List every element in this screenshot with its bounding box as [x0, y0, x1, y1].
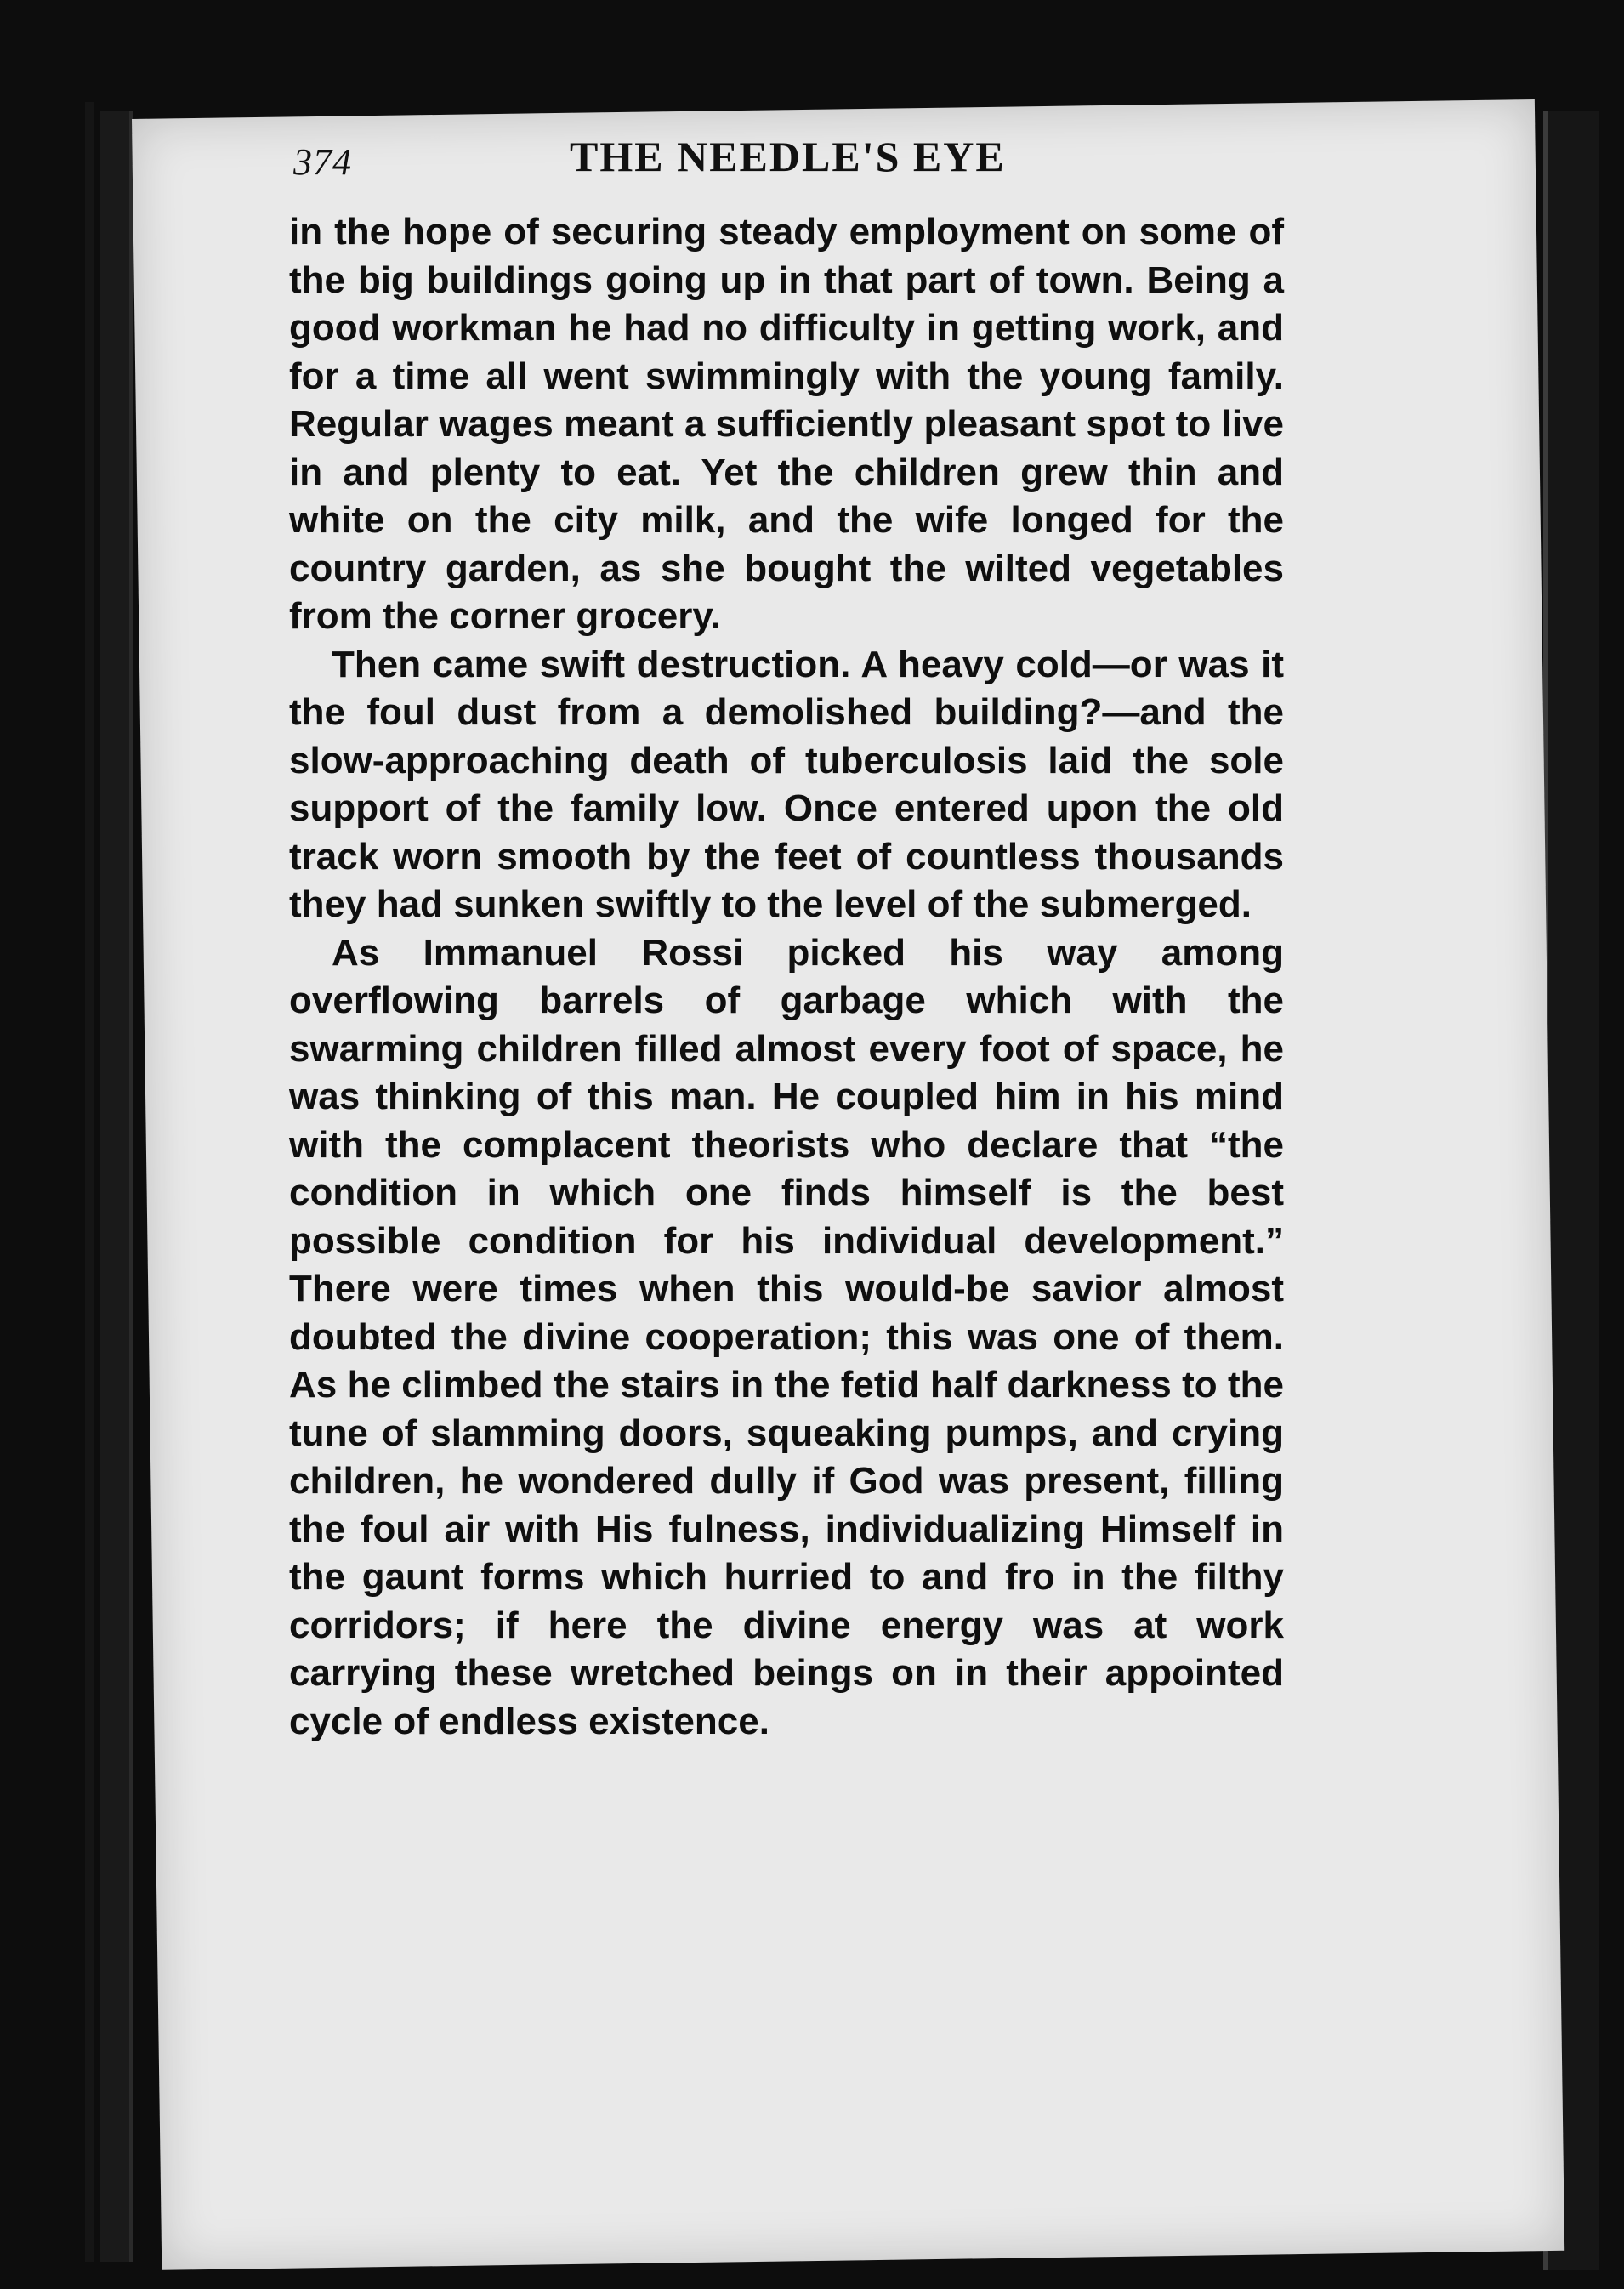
- body-text: [289, 208, 1284, 1746]
- running-title: THE NEEDLE'S EYE: [570, 133, 1006, 180]
- book-spine-shadow: [85, 102, 94, 2262]
- paragraph-1: in the hope of securing steady employment on some of the big buildings going up in that part of town. Being a good workman he had no difficulty in getting work, and for a time all went swimmingly with the young family. Regular wages meant a sufficiently pleasant spot to live in and plenty to eat. Yet the children grew thin and white on the city milk, and the wife longed for the country garden, as she bought the wilted vegetables from the corner grocery.: [289, 211, 1284, 637]
- page-header: [293, 132, 1314, 191]
- book-left-edge: [100, 111, 133, 2262]
- page-number: 374: [293, 141, 352, 183]
- paragraph-3: As Immanuel Rossi picked his way among overflowing barrels of garbage which with the swarming children filled almost every foot of space, he was thinking of this man. He coupled him in his mind with the complacent theorists who declare that “the condition in which one finds himself is the best possible condition for his individual development.” There were times when this would-be savior almost doubted the divine cooperation; this was one of them. As he climbed the stairs in the fetid half darkness to the tune of slamming doors, squeaking pumps, and crying children, he wondered dully if God was present, filling the foul air with His fulness, individualizing Himself in the gaunt forms which hurried to and fro in the filthy corridors; if here the divine energy was at work carrying these wretched beings on in their appointed cycle of endless existence.: [289, 931, 1284, 1742]
- paragraph-2: Then came swift destruction. A heavy cold—or was it the foul dust from a demolished building?—and the slow-approaching death of tuberculosis laid the sole support of the family low. Once entered upon the old track worn smooth by the feet of countless thousands they had sunken swiftly to the level of the submerged.: [289, 643, 1284, 925]
